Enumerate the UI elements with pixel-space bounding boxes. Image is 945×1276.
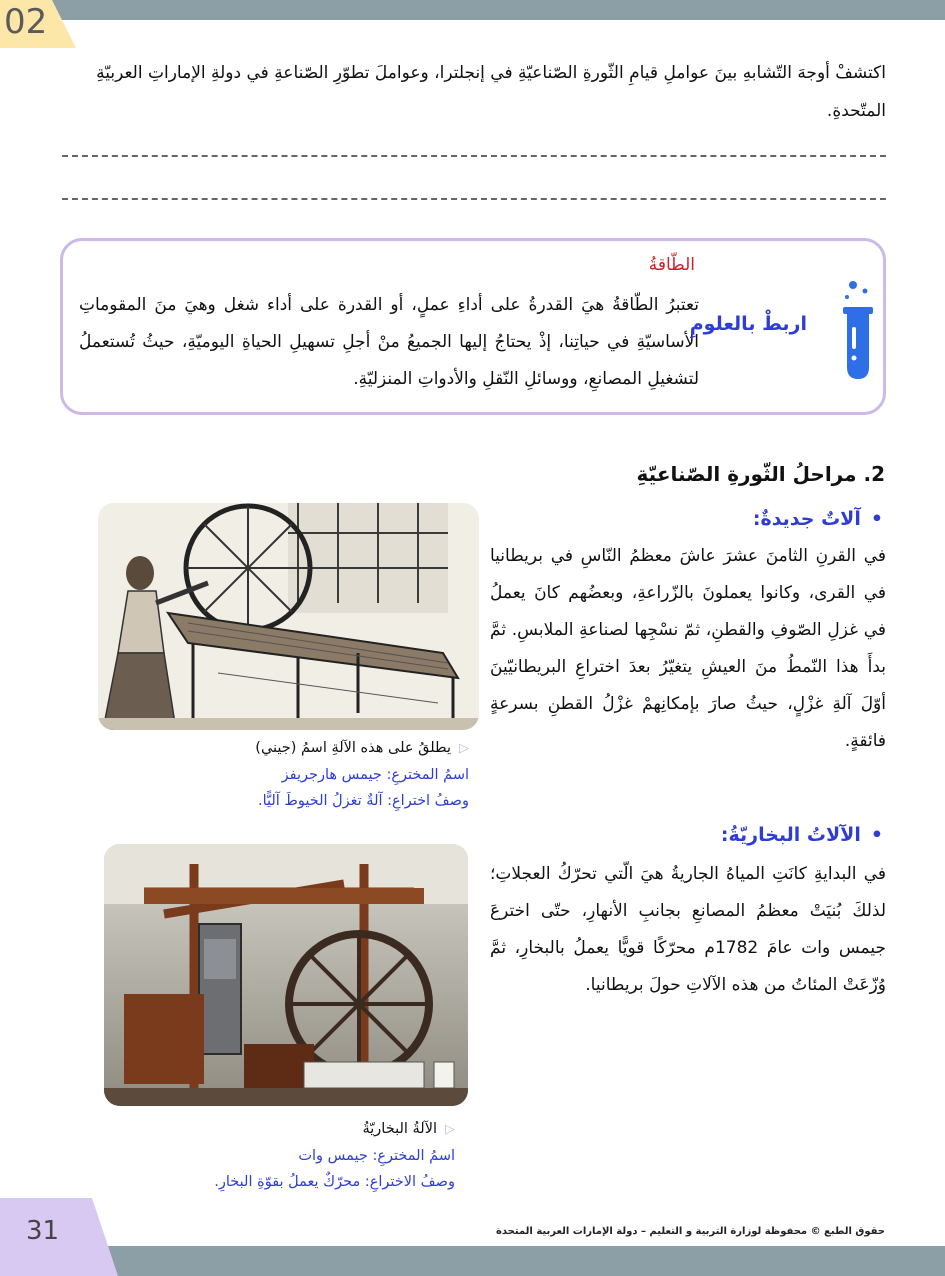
bullet-heading-new-machines <box>753 508 883 530</box>
link-science-label: اربطْ بالعلومِ <box>689 313 807 335</box>
unit-number: 02 <box>4 2 48 42</box>
energy-definition: تعتبرُ الطّاقةُ هيَ القدرةُ على أداءِ عملٍ، أو القدرة على أداء شغل وهيَ منَ المقوماتِ الأساسيّةِ في حياتِنا، إذْ يحتاجُ إليها الجميعُ منْ أجلِ تسهيلِ الحياةِ اليوميّةِ، حيثُ تُستعملُ لتشغيلِ المصانعِ، ووسائلِ النّقلِ والأدواتِ المنزليّةِ. <box>79 295 699 389</box>
paragraph-new-machines: في القرنِ الثامنَ عشرَ عاشَ معظمُ النّاسِ في بريطانيا في القرى، وكانوا يعملونَ بالزّراعةِ، وبعضُهم كانَ يعملُ في غزلِ الصّوفِ والقطنِ، ثمّ نسْجِها لصناعةِ الملابسِ. ثمَّ بدأَ هذا النّمطُ منَ العيشِ يتغيّرُ بعدَ اختراعِ البريطانيّينَ أوّلَ آلةِ غزْلٍ، حيثُ صارَ بإمكانِهمْ غزْلُ القطنِ بسرعةٍ فائقةٍ. <box>490 546 886 751</box>
spinning-jenny-image <box>98 503 479 730</box>
caption-description: وصفُ اختراعِ: آلةٌ تغزلُ الخيوطَ آليًّا. <box>257 793 469 809</box>
bullet-heading-steam-machines <box>721 824 883 846</box>
bullet-dot: • <box>870 824 883 846</box>
bullet-dot: • <box>870 508 883 530</box>
intro-question: اكتشفْ أوجهَ التّشابهِ بينَ عواملِ قيامِ الثّورةِ الصّناعيّةِ في إنجلترا، وعواملَ تطوّرِ الصّناعةِ في دولةِ الإماراتِ العربيّةِ المتّحدةِ. <box>96 63 886 121</box>
caption-machine-name: ▷يطلقُ على هذه الآلةِ اسمُ (جيني) <box>255 740 469 756</box>
page-number: 31 <box>26 1216 60 1246</box>
paragraph-steam-machines: في البدايةِ كانَتِ المياهُ الجاريةُ هيَ الّتي تحرّكُ العجلاتِ؛ لذلكَ بُنيَتْ معظمُ المصانعِ بجانبِ الأنهارِ، حتّى اخترعَ جيمس وات عامَ 1782م محرّكًا قويًّا يعملُ بالبخارِ، ثمَّ وُزّعَتْ المئاتُ من هذه الآلاتِ حولَ بريطانيا. <box>490 864 886 995</box>
top-bar <box>0 0 945 20</box>
bottom-bar <box>0 1246 945 1276</box>
caption-inventor: اسمُ المخترعِ: جيمس هارجريفز <box>281 767 469 783</box>
caption-arrow-icon: ▷ <box>459 741 469 756</box>
caption-inventor: اسمُ المخترعِ: جيمس وات <box>298 1148 455 1164</box>
steam-engine-illustration <box>104 844 468 1106</box>
steam-engine-image <box>104 844 468 1106</box>
section-heading: 2. مراحلُ الثّورةِ الصّناعيّةِ <box>636 462 885 486</box>
test-tube-icon <box>841 279 875 383</box>
spinning-jenny-illustration <box>98 503 479 730</box>
caption-steam-engine <box>214 1116 455 1195</box>
bullet-title: آلاتٌ جديدةٌ: <box>752 508 861 530</box>
bullet-title: الآلاتُ البخاريّةُ: <box>720 824 861 846</box>
answer-line-1[interactable] <box>62 155 886 157</box>
caption-spinning-jenny <box>255 735 469 814</box>
science-link-box <box>60 238 886 415</box>
caption-machine-name: ▷الآلةُ البخاريّةُ <box>362 1121 455 1137</box>
caption-arrow-icon: ▷ <box>445 1122 455 1137</box>
copyright-notice: حقوق الطبع © محفوظة لوزارة التربية و التعليم – دولة الإمارات العربية المتحدة <box>496 1226 885 1237</box>
caption-description: وصفُ الاختراعِ: محرّكٌ يعملُ بقوّةِ البخارِ. <box>214 1174 455 1190</box>
answer-line-2[interactable] <box>62 198 886 200</box>
energy-title: الطّاقةُ <box>648 255 695 275</box>
